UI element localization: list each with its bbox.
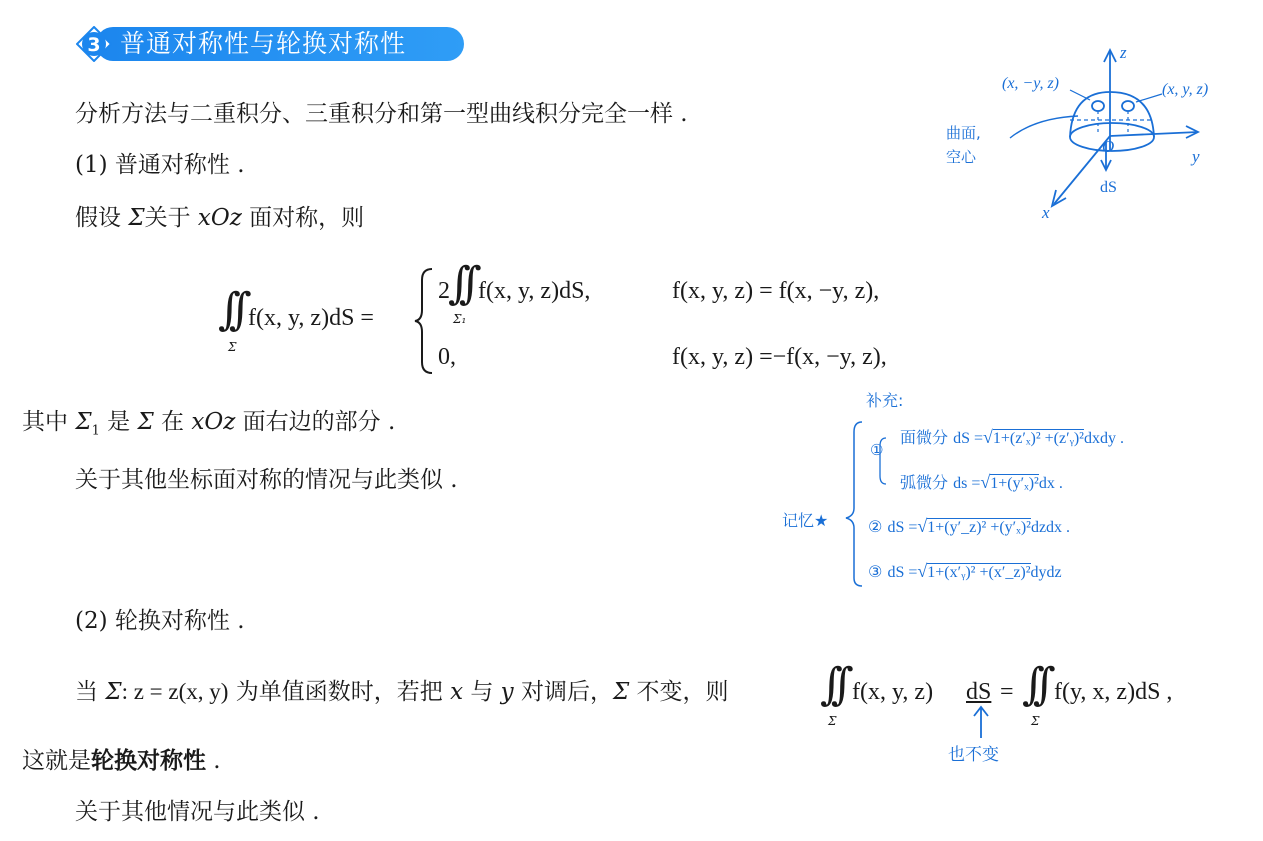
rotation-unchanged: 不变，则: [629, 679, 729, 705]
circle-one: ①: [870, 441, 884, 459]
conclusion-suffix: .: [206, 748, 221, 774]
arc-pre: ds =: [953, 475, 981, 492]
surface-note-2: 空心: [946, 148, 977, 166]
case1-expression: f(x, y, z)dS,: [478, 278, 591, 304]
lhs-int-sub: Σ: [828, 714, 837, 728]
sigma-symbol: Σ: [128, 205, 145, 231]
area-pre: dS =: [953, 430, 984, 447]
part2-similar: 关于其他情况与此类似 .: [75, 799, 320, 825]
rotation-line: [75, 677, 729, 707]
point-right-label: (x, y, z): [1162, 81, 1209, 98]
sigma-symbol-3: Σ: [105, 679, 122, 705]
lhs-integral-symbol: ∫∫: [820, 659, 842, 710]
rotation-rhs-expr: f(y, x, z)dS ,: [1054, 679, 1173, 705]
arc-label: 弧微分: [900, 473, 954, 492]
var-y: y: [500, 679, 514, 705]
f2-root: 1+(y′_z)² +(y′ₓ)²: [927, 519, 1031, 536]
var-x: x: [450, 679, 464, 705]
part2-heading: (2) 轮换对称性 .: [75, 608, 245, 634]
also-unchanged-note: 也不变: [948, 745, 999, 765]
case1-coefficient: 2: [438, 278, 450, 304]
conclusion-prefix: 这就是: [22, 748, 91, 774]
assumption-prefix: 假设: [75, 205, 129, 231]
sigma1-symbol: Σ: [75, 409, 92, 435]
memory-label: 记忆★: [782, 511, 829, 530]
hemisphere-figure: [930, 40, 1240, 230]
formula-two-line: ② dS =√1+(y′_z)² +(y′ₓ)²dzdx .: [868, 516, 1071, 536]
case1-integral-symbol: ∫∫: [448, 258, 470, 309]
arc-root: 1+(y′ₓ)²: [990, 475, 1039, 492]
arc-post: dx .: [1038, 475, 1063, 492]
where-prefix: 其中: [22, 409, 76, 435]
piecewise-brace: [412, 266, 436, 376]
rotation-equals: =: [1000, 679, 1014, 705]
rotation-and: 与: [463, 679, 501, 705]
rotation-prefix: 当: [75, 679, 106, 705]
formula-three-line: ③ dS =√1+(x′ᵧ)² +(x′_z)²dydz: [868, 561, 1062, 581]
assumption-mid: 关于: [144, 205, 198, 231]
up-arrow-icon: [966, 704, 996, 740]
where-mid: 是: [99, 409, 138, 435]
supplement-label: 补充:: [866, 391, 904, 410]
rotation-mid: 为单值函数时，若把: [228, 679, 451, 705]
where-line: [22, 407, 395, 447]
rotation-swap: 对调后，: [513, 679, 613, 705]
arc-element-line: 弧微分 ds =√1+(y′ₓ)²dx .: [900, 472, 1063, 492]
conclusion-bold-term: 轮换对称性: [91, 747, 206, 774]
assumption-line: [75, 203, 364, 233]
surface-integral-symbol: ∫∫: [218, 284, 240, 335]
section-number-diamond-icon: [76, 26, 112, 62]
case1-condition: f(x, y, z) = f(x, −y, z),: [672, 278, 880, 304]
sigma-symbol-2: Σ: [137, 409, 154, 435]
f3-root: 1+(x′ᵧ)² +(x′_z)²: [927, 564, 1031, 581]
origin-label: O: [1102, 137, 1115, 156]
conclusion-line: [22, 746, 221, 776]
rhs-int-sub: Σ: [1031, 714, 1040, 728]
case2-condition: f(x, y, z) =−f(x, −y, z),: [672, 344, 887, 370]
area-post: dxdy .: [1083, 430, 1124, 447]
f2-post: dzdx .: [1030, 519, 1071, 536]
surface-equation: : z = z(x, y): [121, 679, 229, 704]
dS-label: dS: [1100, 179, 1117, 196]
intro-text: 分析方法与二重积分、三重积分和第一型曲线积分完全一样 .: [75, 101, 688, 127]
where-suffix: 面右边的部分 .: [235, 409, 396, 435]
where-in: 在: [153, 409, 192, 435]
case1-sub-sigma1: Σ₁: [453, 312, 467, 326]
rotation-lhs-expr: f(x, y, z): [852, 679, 934, 705]
y-axis-label: y: [1192, 147, 1200, 166]
plane-xoz: xOz: [197, 205, 242, 231]
area-element-line: 面微分 dS =√1+(z′ₓ)² +(z′ᵧ)²dxdy .: [900, 427, 1124, 447]
sigma1-subscript: 1: [91, 423, 100, 439]
section-title: 普通对称性与轮换对称性: [120, 29, 407, 58]
assumption-suffix: 面对称，则: [241, 205, 365, 231]
sigma-symbol-4: Σ: [612, 679, 630, 705]
f3-post: dydz: [1030, 564, 1062, 581]
circle-three: ③: [868, 562, 883, 581]
integral-sub-sigma: Σ: [228, 340, 237, 354]
area-root: 1+(z′ₓ)² +(z′ᵧ)²: [992, 430, 1084, 447]
hemisphere-outline: [1070, 92, 1154, 137]
surface-note-1: 曲面,: [946, 124, 981, 142]
area-label: 面微分: [900, 428, 954, 447]
plane-xoz-2: xOz: [191, 409, 236, 435]
part1-similar: 关于其他坐标面对称的情况与此类似 .: [75, 467, 458, 493]
rotation-lhs-dS: dS: [966, 679, 992, 705]
rhs-integral-symbol: ∫∫: [1022, 659, 1044, 710]
section-number: 3: [87, 34, 101, 56]
case2-expression: 0,: [438, 344, 456, 370]
point-left-label: (x, −y, z): [1002, 75, 1059, 92]
f2-pre: dS =: [887, 519, 918, 536]
formula-lhs: f(x, y, z)dS =: [248, 305, 374, 331]
x-axis-label: x: [1042, 203, 1050, 222]
section-header: [70, 24, 470, 64]
f3-pre: dS =: [887, 564, 918, 581]
part1-heading: (1) 普通对称性 .: [75, 152, 245, 178]
circle-two: ②: [868, 517, 883, 536]
z-axis-label: z: [1120, 43, 1127, 62]
